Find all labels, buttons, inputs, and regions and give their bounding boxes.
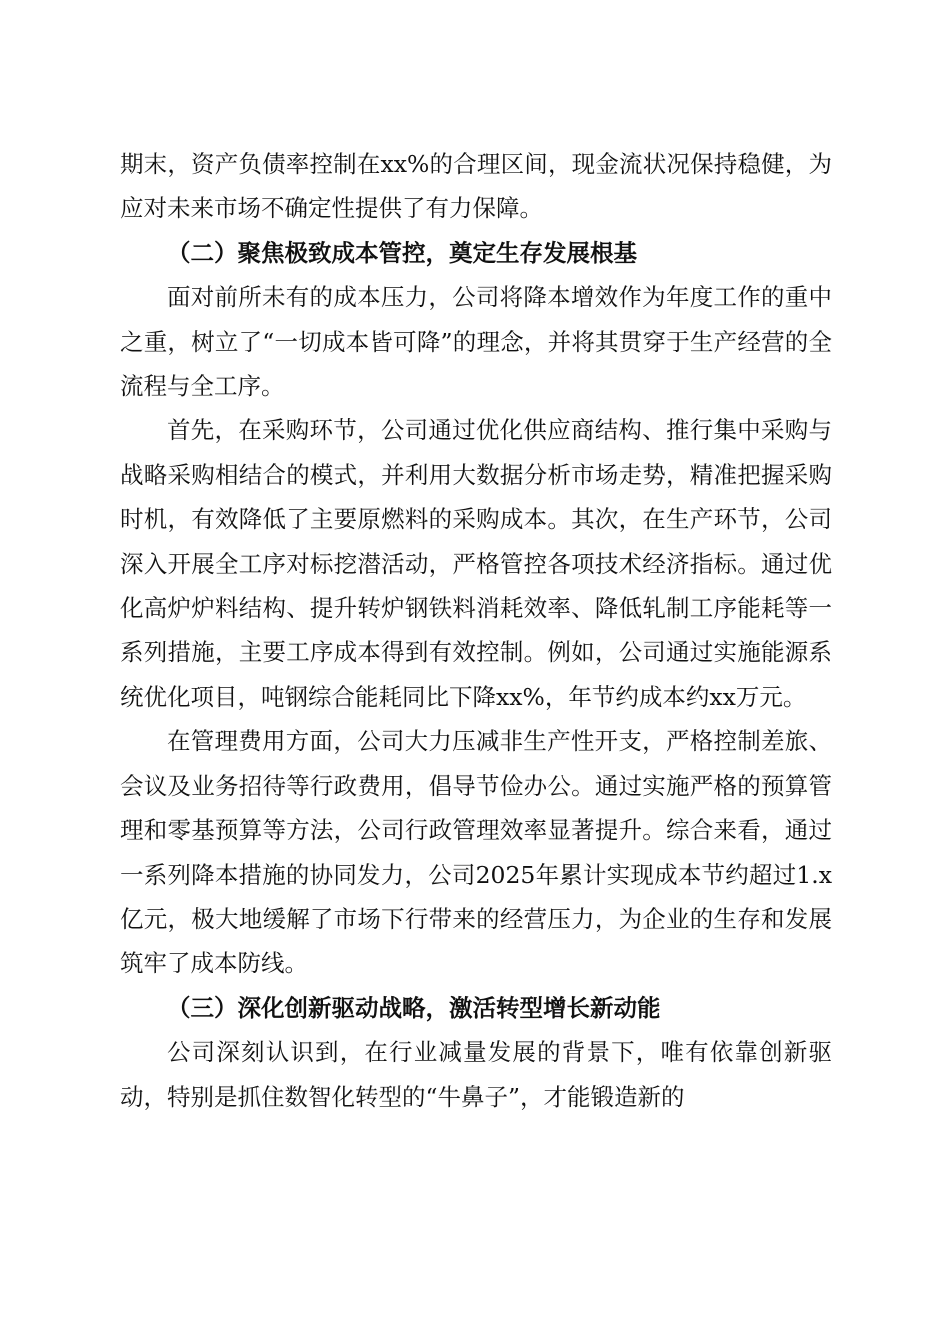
paragraph-balance-sheet: 期末，资产负债率控制在xx%的合理区间，现金流状况保持稳健，为应对未来市场不确定性提供了有力保障。	[120, 150, 832, 223]
paragraph-management-expenses: 在管理费用方面，公司大力压减非生产性开支，严格控制差旅、会议及业务招待等行政费用，倡导节俭办公。通过实施严格的预算管理和零基预算等方法，公司行政管理效率显著提升。综合来看，通过一系列降本措施的协同发力，公司2025年累计实现成本节约超过1.x亿元，极大地缓解了市场下行带来的经营压力，为企业的生存和发展筑牢了成本防线。	[120, 727, 832, 978]
paragraph-procurement-production: 首先，在采购环节，公司通过优化供应商结构、推行集中采购与战略采购相结合的模式，并利用大数据分析市场走势，精准把握采购时机，有效降低了主要原燃料的采购成本。其次，在生产环节，公司深入开展全工序对标挖潜活动，严格管控各项技术经济指标。通过优化高炉炉料结构、提升转炉钢铁料消耗效率、降低轧制工序能耗等一系列措施，主要工序成本得到有效控制。例如，公司通过实施能源系统优化项目，吨钢综合能耗同比下降xx%，年节约成本约xx万元。	[120, 416, 832, 711]
paragraph-innovation-driven: 公司深刻认识到，在行业减量发展的背景下，唯有依靠创新驱动，特别是抓住数智化转型的“牛鼻子”，才能锻造新的	[120, 1038, 832, 1111]
document-body	[120, 142, 832, 1119]
section-heading-innovation: （三）深化创新驱动战略，激活转型增长新动能	[167, 993, 661, 1022]
paragraph-cost-pressure: 面对前所未有的成本压力，公司将降本增效作为年度工作的重中之重，树立了“一切成本皆可降”的理念，并将其贯穿于生产经营的全流程与全工序。	[120, 283, 832, 401]
section-heading-cost-control: （二）聚焦极致成本管控，奠定生存发展根基	[167, 238, 637, 267]
